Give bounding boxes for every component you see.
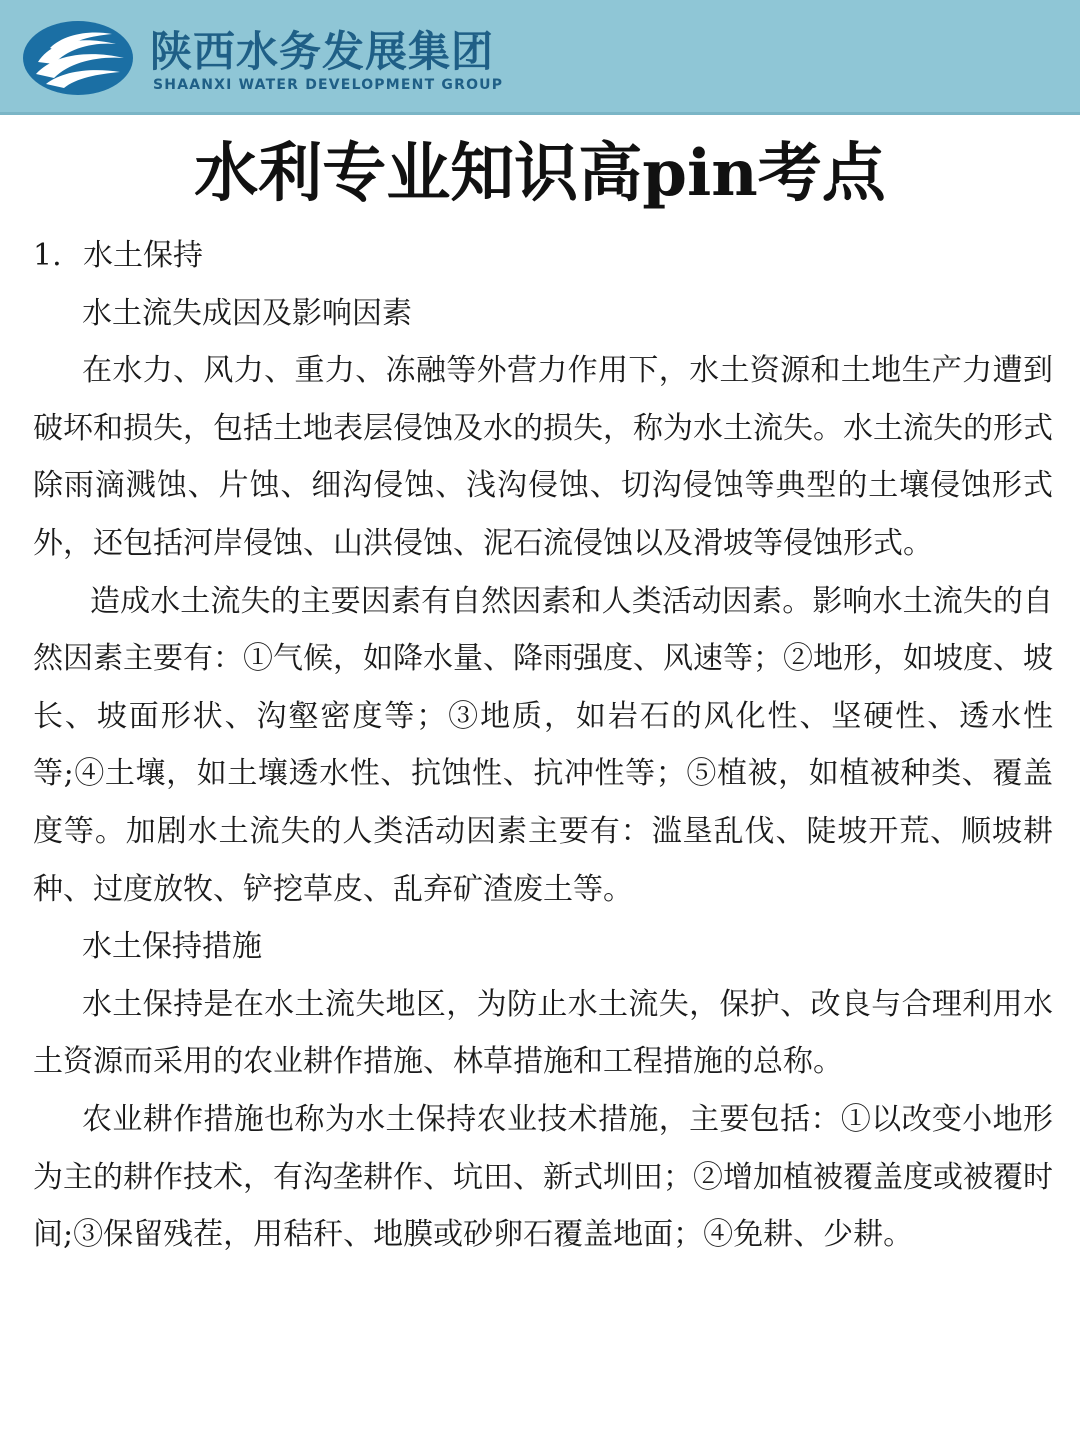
paragraph-measures-definition: 水土保持是在水土流失地区，为防止水土流失，保护、改良与合理利用水土资源而采用的农业耕作措施、林草措施和工程措施的总称。: [33, 986, 1053, 1080]
subsection-heading-measures: 水土保持措施: [82, 929, 262, 965]
page-title: 水利专业知识高pin考点: [194, 136, 886, 211]
document-body: [33, 227, 1053, 1264]
paragraph-agricultural-measures: 农业耕作措施也称为水土保持农业技术措施，主要包括：①以改变小地形为主的耕作技术，有沟垄耕作、坑田、新式圳田；②增加植被覆盖度或被覆时间;③保留残茬，用秸秆、地膜或砂卵石覆盖地面；④免耕、少耕。: [33, 1101, 1053, 1253]
section-title: 水土保持: [83, 238, 203, 273]
paragraph-definition: 在水力、风力、重力、冻融等外营力作用下，水土资源和土地生产力遭到破坏和损失，包括土地表层侵蚀及水的损失，称为水土流失。水土流失的形式除雨滴溅蚀、片蚀、细沟侵蚀、浅沟侵蚀、切沟侵蚀等典型的土壤侵蚀形式外，还包括河岸侵蚀、山洪侵蚀、泥石流侵蚀以及滑坡等侵蚀形式。: [33, 353, 1053, 561]
brand-name-cn: 陕西水务发展集团: [150, 27, 495, 76]
section-heading: [33, 227, 1053, 285]
header-banner: [0, 0, 1080, 115]
paragraph-factors: 造成水土流失的主要因素有自然因素和人类活动因素。影响水土流失的自然因素主要有：①气候，如降水量、降雨强度、风速等；②地形，如坡度、坡长、坡面形状、沟壑密度等；③地质，如岩石的风化性、坚硬性、透水性等;④土壤，如土壤透水性、抗蚀性、抗冲性等；⑤植被，如植被种类、覆盖度等。加剧水土流失的人类活动因素主要有：滥垦乱伐、陡坡开荒、顺坡耕种、过度放牧、铲挖草皮、乱弃矿渣废土等。: [33, 583, 1053, 907]
wave-swirl-logo-icon: [20, 18, 136, 98]
brand-name-en: SHAANXI WATER DEVELOPMENT GROUP: [153, 77, 504, 93]
subsection-heading-causes: 水土流失成因及影响因素: [82, 295, 412, 331]
section-number: 1.: [33, 238, 62, 273]
